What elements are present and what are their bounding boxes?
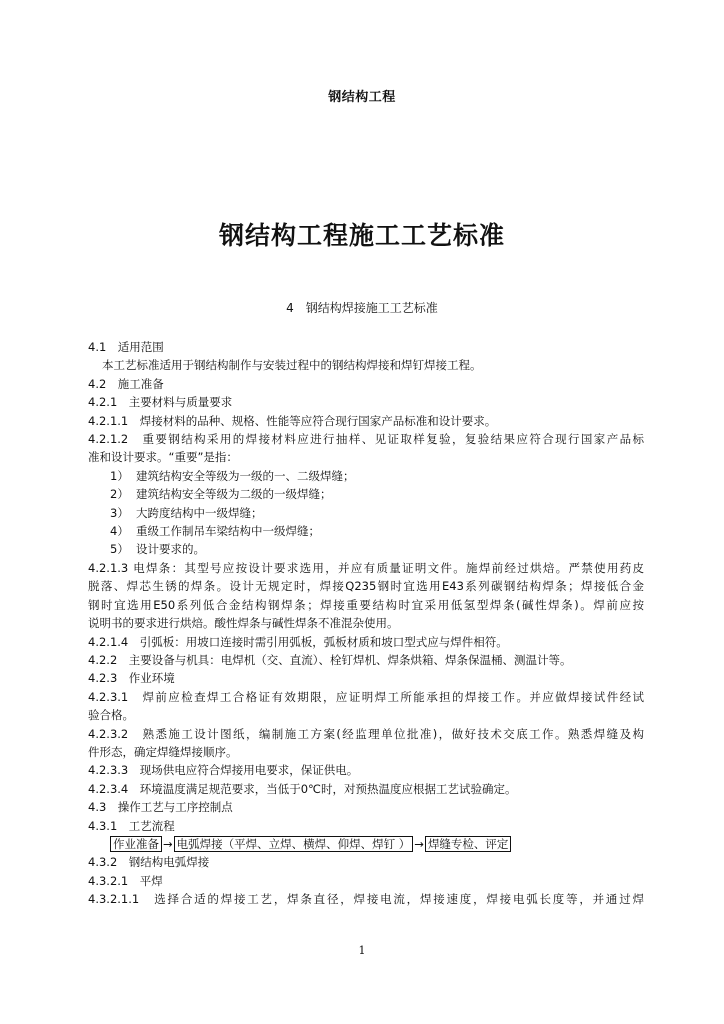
clause-4-2-3-3: 4.2.3.3 现场供电应符合焊接用电要求，保证供电。 <box>88 763 359 778</box>
clause-4-2-1-4: 4.2.1.4 引弧板：用坡口连接时需引用弧板，弧板材质和坡口型式应与焊件相符。 <box>88 634 508 649</box>
list-item <box>88 540 644 558</box>
list-text: 大跨度结构中一级焊缝； <box>136 505 263 520</box>
paragraph: 本工艺标准适用于钢结构制作与安装过程中的钢结构焊接和焊钉焊接工程。 <box>102 358 482 373</box>
process-flow <box>88 835 644 853</box>
clause-4-2-3-1: 4.2.3.1 焊前应检查焊工合格证有效期限，应证明焊工所能承担的焊接工作。并应做焊接试件经试 <box>88 689 644 704</box>
clause-4-2-3-2: 4.2.3.2 熟悉施工设计图纸，编制施工方案(经监理单位批准)，做好技术交底工作。熟悉焊缝及构 <box>88 726 644 741</box>
running-header: 钢结构工程 <box>328 90 396 105</box>
document-title: 钢结构工程施工工艺标准 <box>218 221 505 250</box>
list-item <box>88 467 644 485</box>
heading-4-3-2-1: 4.3.2.1 平焊 <box>88 873 163 888</box>
heading-4-2: 4.2 施工准备 <box>88 376 164 391</box>
flow-step-prep: 作业准备 <box>110 836 162 852</box>
clause-4-2-2: 4.2.2 主要设备与机具：电焊机（交、直流）、栓钉焊机、焊条烘箱、焊条保温桶、测温计等。 <box>88 652 572 667</box>
list-number: 2） <box>110 487 129 502</box>
heading-4-3-2: 4.3.2 钢结构电弧焊接 <box>88 855 210 870</box>
list-item <box>88 485 644 503</box>
list-number: 5） <box>110 542 129 557</box>
flow-step-inspection: 焊缝专检、评定 <box>425 836 512 852</box>
heading-4-1: 4.1 适用范围 <box>88 340 164 354</box>
section-heading: 4 钢结构焊接施工工艺标准 <box>286 301 438 315</box>
list-number: 3） <box>110 505 129 520</box>
flow-step-welding: 电弧焊接（平焊、立焊、横焊、仰焊、焊钉 ） <box>174 836 414 852</box>
heading-4-3: 4.3 操作工艺与工序控制点 <box>88 800 233 815</box>
clause-4-2-3-4: 4.2.3.4 环境温度满足规范要求，当低于0℃时，对预热温度应根据工艺试验确定。 <box>88 781 517 796</box>
clause-4-3-2-1-1: 4.3.2.1.1 选择合适的焊接工艺，焊条直径，焊接电流，焊接速度，焊接电弧长度等，并通过焊 <box>88 892 644 907</box>
list-text: 设计要求的。 <box>136 542 205 557</box>
clause-4-2-1-1: 4.2.1.1 焊接材料的品种、规格、性能等应符合现行国家产品标准和设计要求。 <box>88 413 497 428</box>
heading-4-2-1: 4.2.1 主要材料与质量要求 <box>88 395 233 410</box>
list-number: 4） <box>110 524 129 539</box>
heading-4-3-1: 4.3.1 工艺流程 <box>88 818 175 833</box>
list-item <box>88 504 644 522</box>
clause-4-2-3-1-cont: 验合格。 <box>88 708 134 723</box>
clause-4-2-1-3-cont: 说明书的要求进行烘焙。酸性焊条与碱性焊条不准混杂使用。 <box>88 616 399 631</box>
flow-arrow-icon: → <box>163 836 173 851</box>
clause-4-2-1-2-cont: 准和设计要求。“重要”是指： <box>88 450 238 465</box>
clause-4-2-1-3: 4.2.1.3 电焊条：其型号应按设计要求选用，并应有质量证明文件。施焊前经过烘焙。严禁使用药皮 <box>88 560 644 575</box>
clause-4-2-1-2: 4.2.1.2 重要钢结构采用的焊接材料应进行抽样、见证取样复验，复验结果应符合现行国家产品标 <box>88 432 644 447</box>
list-item <box>88 522 644 540</box>
document-body <box>88 338 644 909</box>
list-text: 建筑结构安全等级为二级的一级焊缝； <box>136 487 332 502</box>
list-number: 1） <box>110 468 129 483</box>
clause-4-2-1-3-cont: 钢时宜选用E50系列低合金结构钢焊条；焊接重要结构时宜采用低氢型焊条(碱性焊条)。焊前应按 <box>88 597 644 612</box>
list-text: 建筑结构安全等级为一级的一、二级焊缝； <box>136 468 355 483</box>
flow-arrow-icon: → <box>414 836 424 851</box>
clause-4-2-1-3-cont: 脱落、焊芯生锈的焊条。设计无规定时，焊接Q235钢时宜选用E43系列碳钢结构焊条；焊接低合金 <box>88 579 644 594</box>
clause-4-2-3-2-cont: 件形态，确定焊缝焊接顺序。 <box>88 744 238 759</box>
list-text: 重级工作制吊车梁结构中一级焊缝； <box>136 524 320 539</box>
page-number: 1 <box>358 944 366 957</box>
heading-4-2-3: 4.2.3 作业环境 <box>88 671 175 686</box>
